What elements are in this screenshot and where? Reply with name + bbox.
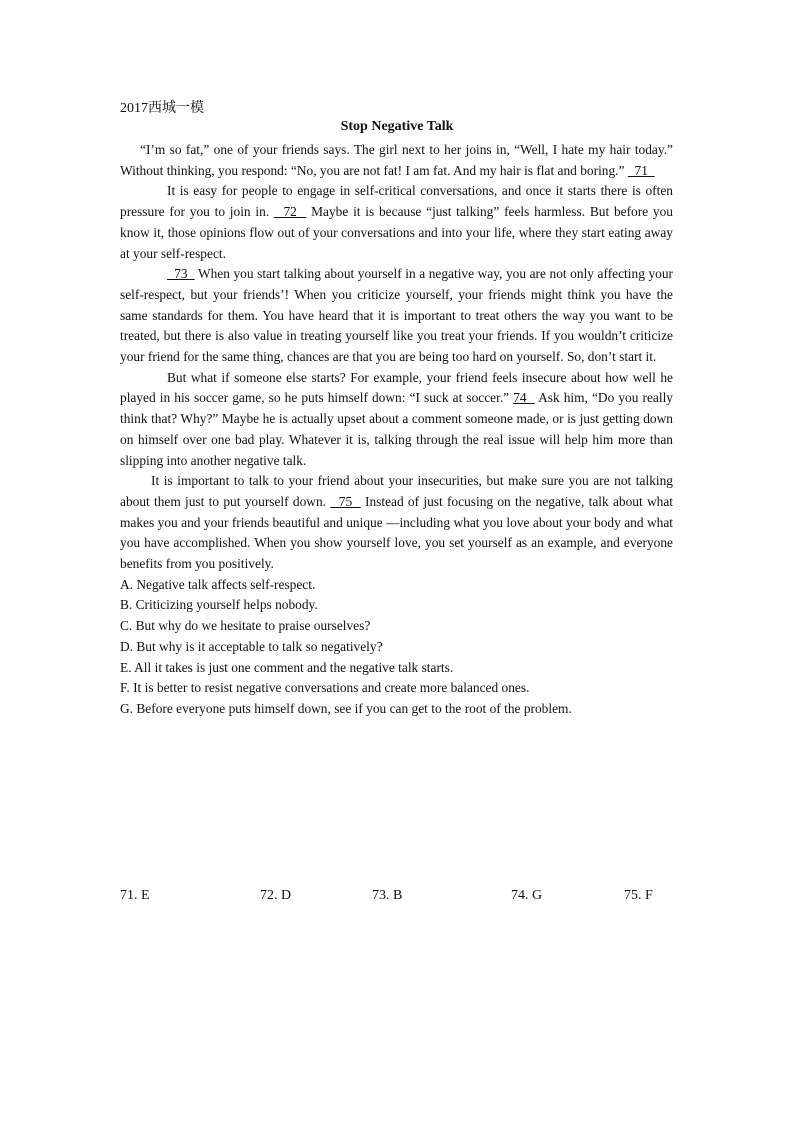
answer-75: 75. F xyxy=(624,888,653,903)
blank-75: 75 xyxy=(330,493,361,509)
answer-74: 74. G xyxy=(511,888,543,903)
passage-body xyxy=(120,140,673,720)
option-c: C. But why do we hesitate to praise ourselves? xyxy=(120,618,371,634)
paragraph-3-text: When you start talking about yourself in a negative way, you are not only affecting your self-respect, but your friends’! When you criticize yourself, your friends might think you have the same standards for them. You have heard that it is important to treat others the way you want to be treated, but there is also value in treating yourself like you treat your friends. If you wouldn’t criticize your friend for the same thing, chances are that you are being too hard on yourself. So, don’t start it. xyxy=(120,266,673,365)
passage-title: Stop Negative Talk xyxy=(340,119,454,134)
answer-72: 72. D xyxy=(260,888,292,903)
option-e: E. All it takes is just one comment and the negative talk starts. xyxy=(120,659,454,675)
option-d: D. But why is it acceptable to talk so negatively? xyxy=(120,638,383,654)
paragraph-4-text-b: Ask him, “Do you really think that? Why?” Maybe he is actually upset about a comment someone made, or is just getting down on himself over one bad play. Whatever it is, talking through the real issue will help him more than slipping into another negative talk. xyxy=(120,390,673,468)
paragraph-5-text-b: Instead of just focusing on the negative, talk about what makes you and your friends beautiful and unique —including what you love about your body and what you have accomplished. When you show yourself love, you set yourself as an example, and everyone benefits from you positively. xyxy=(120,493,674,572)
paragraph-1-text: “I’m so fat,” one of your friends says. The girl next to her joins in, “Well, I hate my hair today.” Without thinking, you respond: “No, you are not fat! I am fat. And my hair is flat and boring.” xyxy=(120,142,673,178)
exam-source-header: 2017西城一模 xyxy=(120,101,204,116)
paragraph-4-text-a: But what if someone else starts? For example, your friend feels insecure about how well he played in his soccer game, so he puts himself down: “I suck at soccer.” xyxy=(120,369,673,406)
paragraph-4 xyxy=(120,368,673,472)
paragraph-2-text-a: It is easy for people to engage in self-critical conversations, and once it starts there is often pressure for you to join in. xyxy=(120,183,673,220)
paragraph-5 xyxy=(120,471,673,575)
paragraph-1 xyxy=(120,140,673,181)
option-a: A. Negative talk affects self-respect. xyxy=(120,576,316,592)
paragraph-2-text-b: Maybe it is because “just talking” feels harmless. But before you know it, those opinions flow out of your conversations and into your life, where they start eating away at your self-respect. xyxy=(120,204,673,261)
answer-73: 73. B xyxy=(372,888,403,903)
paragraph-5-text-a: It is important to talk to your friend about your insecurities, but make sure you are not talking about them just to put yourself down. xyxy=(120,473,673,509)
option-g: G. Before everyone puts himself down, see if you can get to the root of the problem. xyxy=(120,700,572,716)
answer-71: 71. E xyxy=(120,888,150,903)
paragraph-2 xyxy=(120,181,673,264)
blank-73: 73 xyxy=(167,266,195,282)
blank-74: 74 xyxy=(513,390,535,406)
paragraph-3 xyxy=(120,264,673,368)
option-b: B. Criticizing yourself helps nobody. xyxy=(120,597,318,613)
blank-72: 72 xyxy=(273,204,307,220)
blank-71: 71 xyxy=(627,162,655,178)
option-f: F. It is better to resist negative conversations and create more balanced ones. xyxy=(120,680,530,696)
